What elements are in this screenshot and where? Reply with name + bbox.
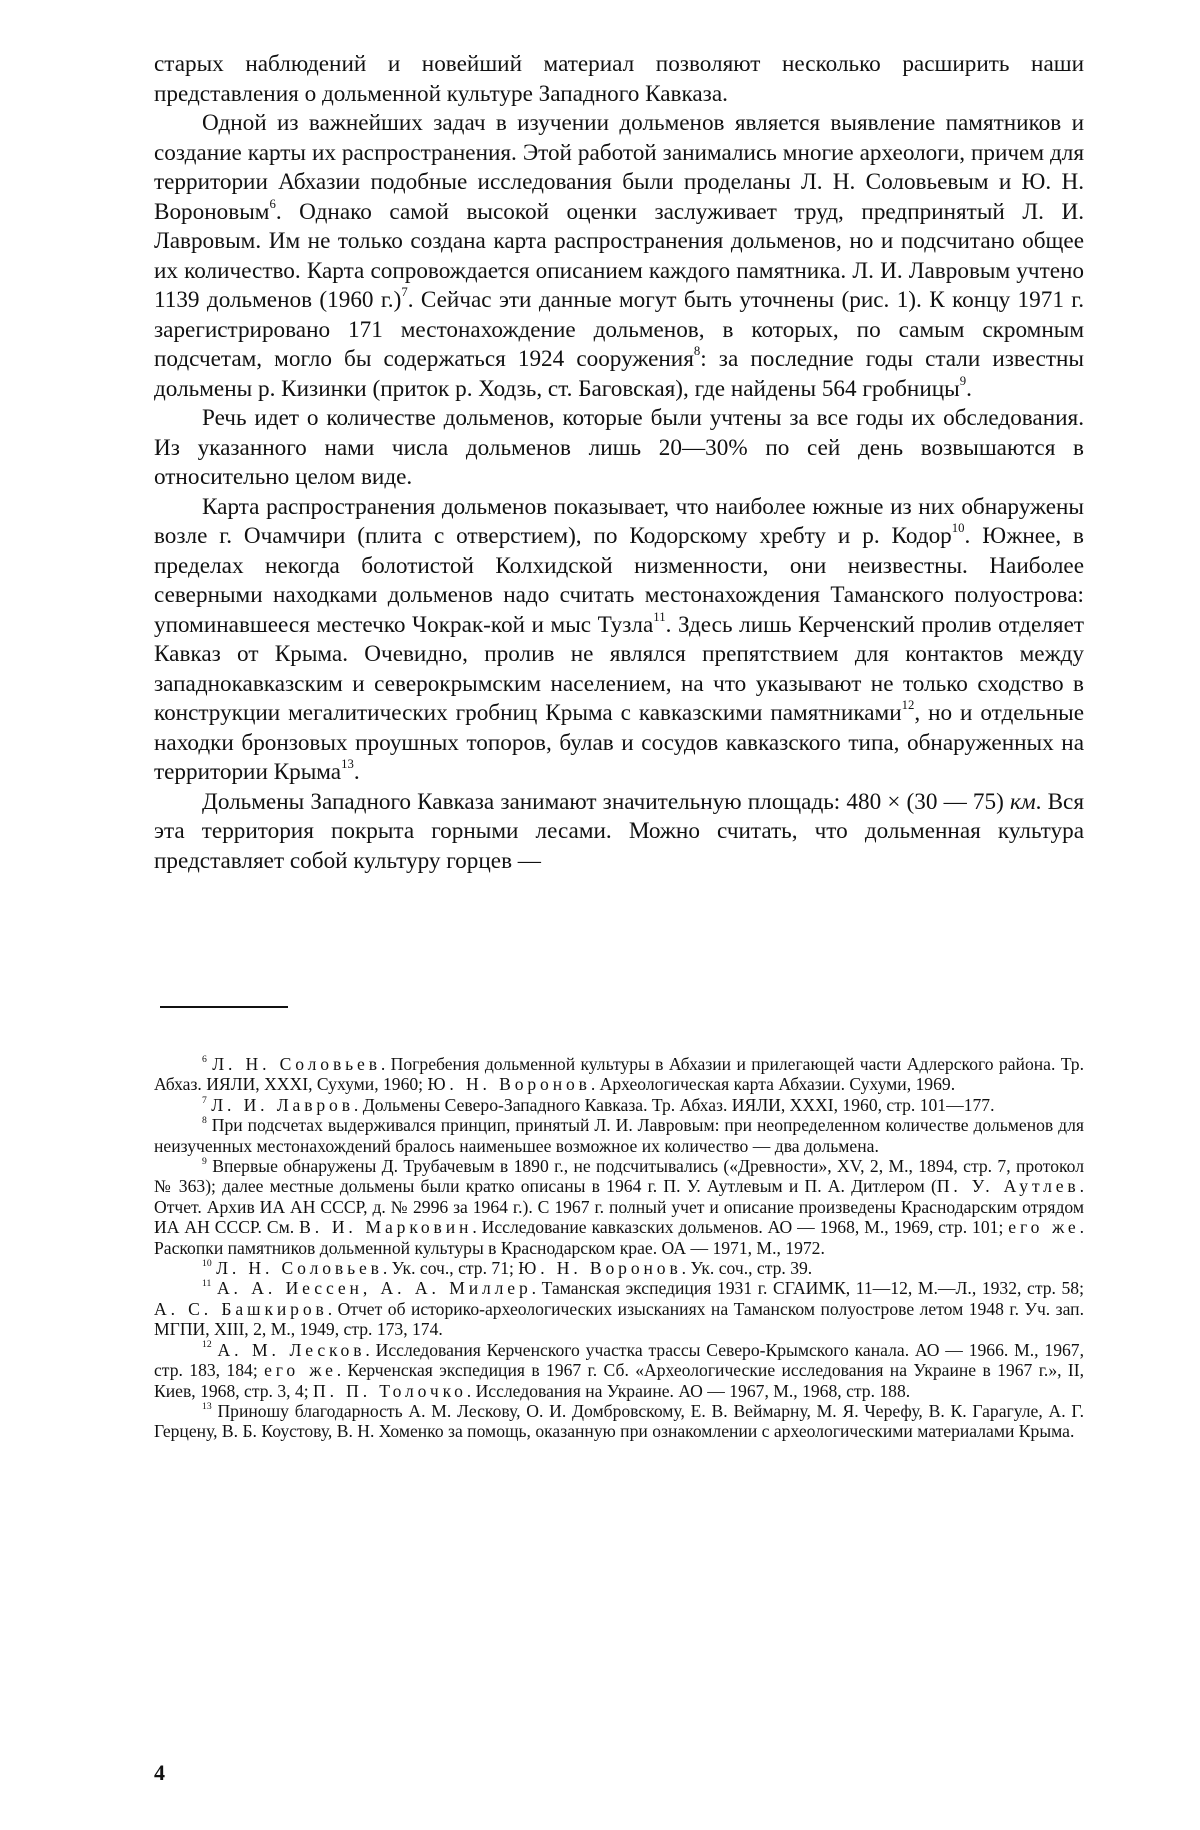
text-run: . Однако самой высокой оценки заслуживает труд, предпринятый Л. И. Лавровым. Им не только создана карта распространения дольменов, но и подсчитано общее их количество. Карта сопровождается описанием каждого памятника. Л. И. Лавровым учтено 1139 дольменов (1960 г.) (154, 198, 1084, 313)
footnote-author: А. С. Башкиров (154, 1298, 328, 1319)
text-run: Одной из важнейших задач в изучении дольменов является выявление памятников и создание карты их распространения. Этой работой занимались многие археологи, причем для территории Абхазии подобные исследования были проделаны Л. Н. Соловьевым и Ю. Н. Вороновым (154, 110, 1084, 225)
paragraph (154, 493, 1084, 788)
footnote-number: 7 (202, 1094, 207, 1106)
footnote-number: 13 (202, 1400, 212, 1412)
footnote-number: 11 (202, 1278, 212, 1290)
paragraph (154, 788, 1084, 877)
page-number: 4 (154, 1760, 165, 1785)
text-run: Дольмены Западного Кавказа занимают значительную площадь: 480 × (30 — 75) (202, 788, 1010, 815)
paragraph: старых наблюдений и новейший материал позволяют несколько расширить наши представления о дольменной культуре Западного Кавказа. (154, 51, 1084, 107)
footnote-author: Ю. Н. Воронов (518, 1258, 682, 1279)
footnote-text: . Ук. соч., стр. 39. (681, 1258, 813, 1279)
footnote-author: П. У. Аутлев (936, 1176, 1080, 1197)
footnote-text: . Ук. соч., стр. 71; (382, 1258, 519, 1279)
text-run: . (353, 759, 360, 785)
footnote-separator (160, 1006, 288, 1008)
footnote-author: его же (264, 1360, 337, 1381)
footnote-author: Л. И. Лавров (211, 1094, 354, 1115)
footnote-text: . Таманская экспедиция 1931 г. СГАИМК, 11—12, М.—Л., 1932, стр. 58; (531, 1278, 1084, 1299)
footnote-ref[interactable]: 11 (653, 609, 666, 624)
footnote-text: . Отчет об историко-археологических изысканиях на Таманском полуострове летом 1948 г. Уч. зап. МГПИ, XIII, 2, М., 1949, стр. 173, 174. (154, 1298, 1084, 1340)
footnote-ref[interactable]: 10 (951, 521, 965, 536)
footnote-6 (154, 1054, 1084, 1095)
footnote-13 (154, 1401, 1084, 1442)
footnote-9 (154, 1156, 1084, 1258)
text-run: . Здесь лишь Керченский пролив отделяет Кавказ от Крыма. Очевидно, пролив не являлся препятствием для контактов между западнокавказским и северокрымским населением, на что указывают не только сходство в конструкции мегалитических гробниц Крыма с кавказскими памятниками (154, 611, 1084, 726)
text-run: , но и отдельные находки бронзовых проушных топоров, булав и сосудов кавказского типа, обнаруженных на территории Крыма (154, 700, 1084, 785)
footnote-ref[interactable]: 12 (901, 698, 915, 713)
paragraph: Речь идет о количестве дольменов, которые были учтены за все годы их обследования. Из указанного нами числа дольменов лишь 20—30% по сей день возвышаются в относительно целом виде. (154, 405, 1084, 490)
footnote-number: 6 (202, 1053, 207, 1065)
footnote-ref[interactable]: 7 (401, 285, 408, 300)
text-run: . (966, 375, 972, 402)
footnote-text: . Исследования на Украине. АО — 1967, М., 1968, стр. 188. (466, 1380, 911, 1401)
footnote-author: А. А. Иессен, А. А. Миллер (216, 1278, 532, 1299)
footnote-author: его же (1008, 1217, 1080, 1238)
footnote-text: . Исследования Керченского участка трассы Северо-Крымского канала. АО — 1966. М., 1967, стр. 183, 184; (154, 1339, 1084, 1381)
footnote-text: При подсчетах выдерживался принцип, принятый Л. И. Лавровым: при неопределенном количестве дольменов для неизученных местонахождений бралось наименьшее возможное их количество — два дольмена. (154, 1115, 1084, 1156)
footnote-number: 9 (202, 1155, 207, 1167)
paragraph (154, 109, 1084, 404)
footnote-text: . Археологическая карта Абхазии. Сухуми, 1969. (590, 1074, 956, 1095)
footnote-10 (154, 1258, 1084, 1278)
footnote-12 (154, 1340, 1084, 1401)
footnote-ref[interactable]: 9 (959, 373, 967, 388)
footnote-8 (154, 1115, 1084, 1156)
footnote-text: Приношу благодарность А. М. Лескову, О. И. Домбровскому, Е. В. Веймарну, М. Я. Черефу, В. К. Гарагуле, А. Г. Герцену, В. Б. Коустову, В. Н. Хоменко за помощь, оказанную при ознакомлении с археологическими материалами Крыма. (154, 1400, 1084, 1442)
footnote-ref[interactable]: 6 (269, 196, 276, 211)
footnote-11 (154, 1278, 1084, 1339)
text-run: . Вся эта территория покрыта горными лесами. Можно считать, что дольменная культура представляет собой культуру горцев — (154, 788, 1084, 874)
footnote-text: Впервые обнаружены Д. Трубачевым в 1890 г., не подсчитывались («Древности», XV, 2, М., 1894, стр. 7, протокол № 363); далее местные дольмены были кратко описаны в 1964 г. П. У. Аутлевым и П. А. Дитлером ( (154, 1156, 1084, 1197)
footnote-text: . Погребения дольменной культуры в Абхазии и прилегающей части Адлерского района. Тр. Абхаз. ИЯЛИ, XXXI, Сухуми, 1960; (154, 1054, 1085, 1095)
footnote-7 (154, 1095, 1084, 1115)
footnote-text: . Отчет. Архив ИА АН СССР, д. № 2996 за 1964 г.). С 1967 г. полный учет и описание произведены Краснодарским отрядом ИА АН СССР. См. (154, 1176, 1084, 1238)
footnote-number: 12 (202, 1339, 212, 1351)
footnote-author: Л. Н. Соловьев (216, 1258, 383, 1279)
unit: км (1009, 788, 1036, 815)
footnote-number: 10 (202, 1257, 212, 1269)
footnote-author: П. П. Толочко (313, 1380, 467, 1401)
footnote-author: Ю. Н. Воронов (427, 1074, 591, 1095)
footnote-author: В. И. Марковин (299, 1217, 473, 1238)
footnote-number: 8 (202, 1114, 207, 1126)
text-run: : за последние годы стали известны дольмены р. Кизинки (приток р. Ходзь, ст. Баговская), где найдены 564 гробницы (154, 346, 1084, 402)
footnotes (154, 1054, 1084, 1442)
footnote-text: . Раскопки памятников дольменной культуры в Краснодарском крае. ОА — 1971, М., 1972. (154, 1217, 1084, 1258)
text-run: Карта распространения дольменов показывает, что наиболее южные из них обнаружены возле г. Очамчири (плита с отверстием), по Кодорскому хребту и р. Кодор (154, 493, 1084, 549)
footnote-text: . Исследование кавказских дольменов. АО — 1968, М., 1969, стр. 101; (472, 1217, 1009, 1238)
footnote-author: А. М. Лесков (217, 1339, 366, 1360)
text-run: . Сейчас эти данные могут быть уточнены (рис. 1). К концу 1971 г. зарегистрировано 171 местонахождение дольменов, в которых, по самым скромным подсчетам, могло бы содержаться 1924 сооружения (154, 287, 1084, 372)
footnote-ref[interactable]: 13 (341, 757, 354, 772)
footnote-author: Л. Н. Соловьев (212, 1054, 381, 1074)
text-run: . Южнее, в пределах некогда болотистой Колхидской низменности, они неизвестны. Наиболее северными находками дольменов надо считать местонахождения Таманского полуострова: упоминавшееся местечко Чокрак-кой и мыс Тузла (154, 523, 1084, 638)
footnote-ref[interactable]: 8 (693, 344, 701, 359)
footnote-text: . Керченская экспедиция в 1967 г. Сб. «Археологические исследования на Украине в 1967 г.», II, Киев, 1968, стр. 3, 4; (154, 1360, 1084, 1401)
footnote-text: . Дольмены Северо-Западного Кавказа. Тр. Абхаз. ИЯЛИ, XXXI, 1960, стр. 101—177. (353, 1094, 995, 1115)
main-text (154, 50, 1084, 876)
